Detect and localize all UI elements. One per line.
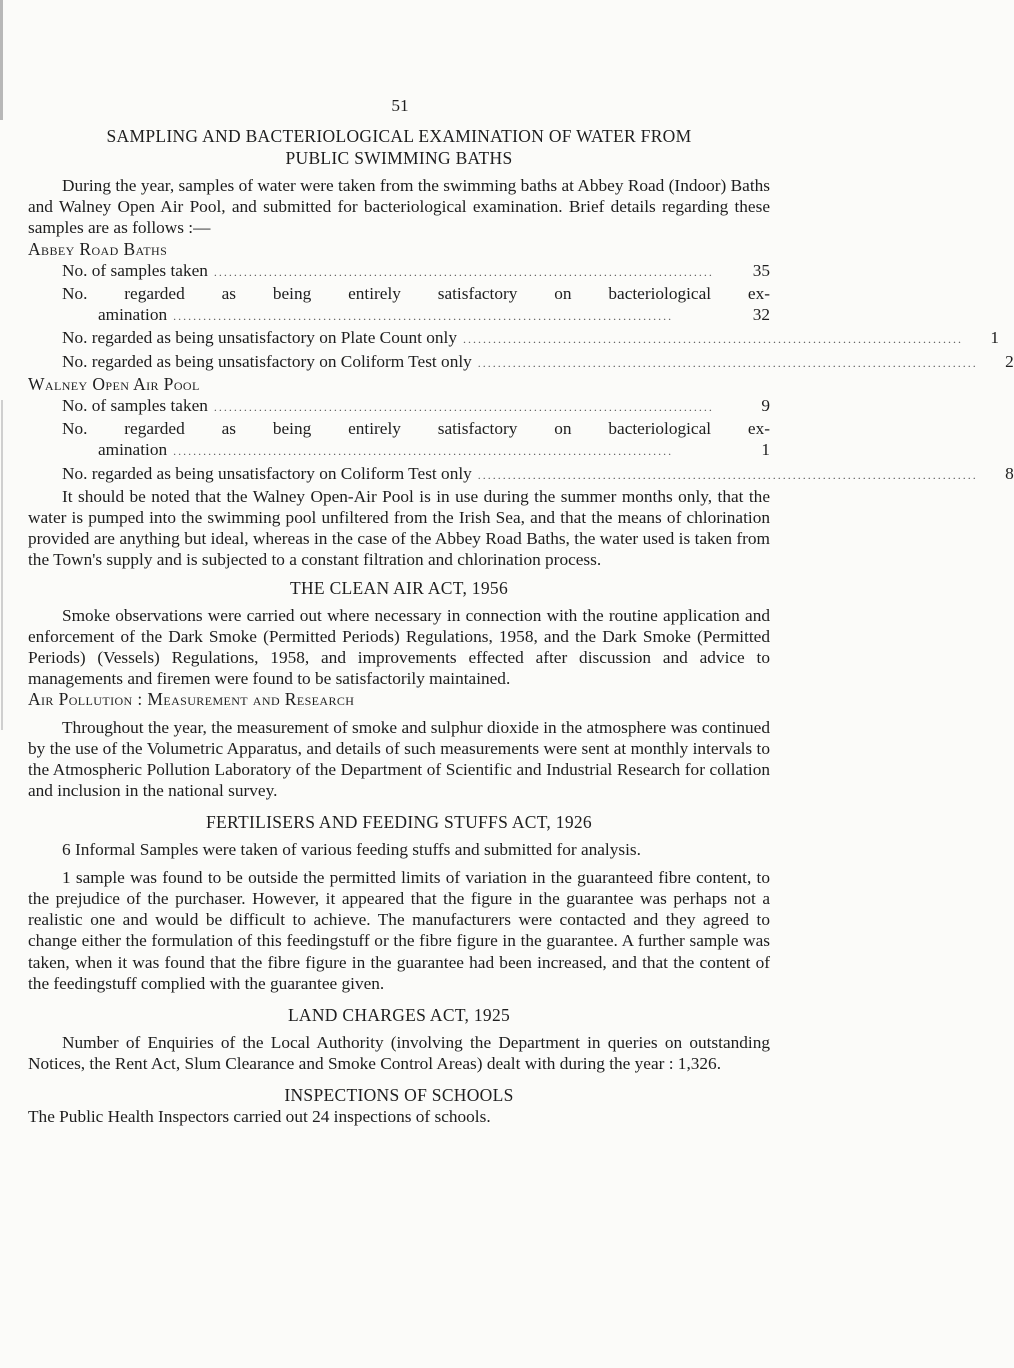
row-value: 32 bbox=[752, 305, 770, 325]
baths-intro: During the year, samples of water were taken from the swimming baths at Abbey Road (Indoor) Baths and Walney Open Air Pool, and submitted for bacteriological examination. Brief details regarding these samples are as follows :— bbox=[28, 176, 770, 238]
row-label: No. regarded as being unsatisfactory on Plate Count only bbox=[62, 328, 457, 348]
row-value: 1 bbox=[990, 328, 999, 348]
abbey-plate-row bbox=[62, 327, 999, 350]
row-value: 1 bbox=[761, 440, 770, 460]
row-label: No. of samples taken bbox=[62, 260, 208, 280]
row-value: 2 bbox=[1005, 351, 1014, 371]
land-charges-paragraph: Number of Enquiries of the Local Authority (involving the Department in queries on outstanding Notices, the Rent Act, Slum Clearance and Smoke Control Areas) dealt with during the year : 1,326. bbox=[28, 1032, 770, 1074]
page-number: 51 bbox=[391, 96, 409, 115]
section-title-schools: INSPECTIONS OF SCHOOLS bbox=[284, 1085, 514, 1106]
section-title-baths-line2: PUBLIC SWIMMING BATHS bbox=[285, 148, 513, 168]
walney-satisfactory-line1: No. regarded as being entirely satisfactory on bacteriological ex- bbox=[62, 419, 770, 439]
section-title-fertilisers: FERTILISERS AND FEEDING STUFFS ACT, 1926 bbox=[206, 812, 592, 833]
abbey-satisfactory-row bbox=[98, 304, 770, 327]
leader-dots: .................................................................................................... bbox=[477, 467, 978, 482]
clean-air-paragraph: Smoke observations were carried out where necessary in connection with the routine application and enforcement of the Dark Smoke (Permitted Periods) Regulations, 1958, and the Dark Smoke (Permitted Periods) (Vessels) Regulations, 1958, and improvements effected after discussion and advice to managements and firemen were found to be satisfactorily maintained. bbox=[28, 605, 770, 689]
air-pollution-paragraph: Throughout the year, the measurement of smoke and sulphur dioxide in the atmosphere was continued by the use of the Volumetric Apparatus, and details of such measurements were sent at monthly intervals to the Atmospheric Pollution Laboratory of the Department of Scientific and Industrial Research for collation and inclusion in the national survey. bbox=[28, 717, 770, 801]
row-label: No. regarded as being unsatisfactory on Coliform Test only bbox=[62, 351, 472, 371]
document-body bbox=[28, 125, 1014, 1128]
abbey-samples-row bbox=[62, 260, 770, 283]
leader-dots: .................................................................................................... bbox=[477, 355, 978, 370]
abbey-coliform-row bbox=[62, 351, 1014, 374]
row-label: No. regarded as being unsatisfactory on Coliform Test only bbox=[62, 463, 472, 483]
row-label: amination bbox=[98, 440, 168, 460]
row-value: 8 bbox=[1005, 463, 1014, 483]
fertilisers-paragraph-1: 6 Informal Samples were taken of various feeding stuffs and submitted for analysis. bbox=[62, 840, 641, 860]
section-title-baths-line1: SAMPLING AND BACTERIOLOGICAL EXAMINATION OF WATER FROM bbox=[106, 126, 692, 146]
walney-coliform-row bbox=[62, 463, 1014, 486]
fertilisers-paragraph-2: 1 sample was found to be outside the permitted limits of variation in the guaranteed fibre content, to the prejudice of the purchaser. However, it appeared that the figure in the guarantee was perhaps not a realistic one and would be difficult to achieve. The manufacturers were contacted and they agreed to change either the formulation of this feedingstuff or the fibre figure in the guarantee. A further sample was taken, when it was found that the fibre figure in the guarantee had been increased, and that the content of the feedingstuff complied with the guarantee given. bbox=[28, 867, 770, 993]
section-title-land-charges: LAND CHARGES ACT, 1925 bbox=[287, 1004, 511, 1025]
scan-edge bbox=[1, 400, 3, 730]
abbey-heading: Abbey Road Baths bbox=[28, 238, 168, 259]
row-label: amination bbox=[98, 305, 168, 325]
schools-paragraph: The Public Health Inspectors carried out 24 inspections of schools. bbox=[28, 1107, 491, 1127]
walney-heading: Walney Open Air Pool bbox=[28, 373, 200, 394]
baths-note: It should be noted that the Walney Open-Air Pool is in use during the summer months only, that the water is pumped into the swimming pool unfiltered from the Irish Sea, and that the means of chlorination provided are anything but ideal, whereas in the case of the Abbey Road Baths, the water used is taken from the Town's supply and is subjected to a constant filtration and chlorination process. bbox=[28, 486, 770, 570]
section-title-clean-air: THE CLEAN AIR ACT, 1956 bbox=[289, 577, 509, 598]
row-value: 35 bbox=[752, 260, 770, 280]
leader-dots: .................................................................................................... bbox=[213, 264, 714, 279]
air-pollution-subheading: Air Pollution : Measurement and Research bbox=[28, 689, 355, 710]
row-value: 9 bbox=[761, 396, 770, 416]
leader-dots: .................................................................................................... bbox=[173, 309, 674, 324]
walney-satisfactory-row bbox=[98, 439, 770, 462]
walney-samples-row bbox=[62, 395, 770, 418]
row-label: No. of samples taken bbox=[62, 396, 208, 416]
leader-dots: .................................................................................................... bbox=[213, 400, 714, 415]
abbey-satisfactory-line1: No. regarded as being entirely satisfactory on bacteriological ex- bbox=[62, 284, 770, 304]
leader-dots: .................................................................................................... bbox=[462, 332, 963, 347]
leader-dots: .................................................................................................... bbox=[173, 444, 674, 459]
